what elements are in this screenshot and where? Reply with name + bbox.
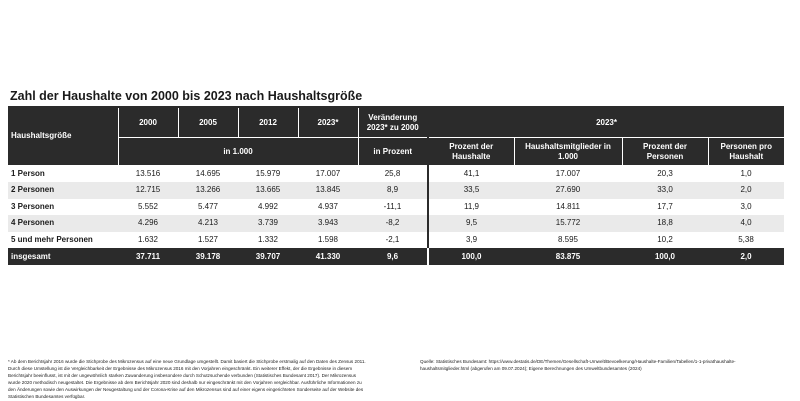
cell-2012: 13.665 <box>238 182 298 199</box>
header-year-2023: 2023* <box>298 107 358 138</box>
cell-2023: 17.007 <box>315 168 341 178</box>
cell-share-persons: 10,2 <box>657 234 673 244</box>
cell-change: -11,1 <box>358 199 428 216</box>
cell-2000: 4.296 <box>118 215 178 232</box>
cell-2000: 5.552 <box>137 201 159 211</box>
total-2005: 39.178 <box>178 248 238 265</box>
header-persons-per-household: Personen pro Haushalt <box>708 138 784 166</box>
table-figure <box>8 88 784 265</box>
cell-members: 27.690 <box>514 182 622 199</box>
header-change: Veränderung 2023* zu 2000 <box>358 107 428 138</box>
table-row <box>8 165 784 182</box>
cell-2000: 12.715 <box>118 182 178 199</box>
cell-change: 8,9 <box>358 182 428 199</box>
header-unit-percent: in Prozent <box>358 138 428 166</box>
header-group-2023: 2023* <box>428 107 784 138</box>
cell-members: 15.772 <box>514 215 622 232</box>
header-share-persons: Prozent der Personen <box>622 138 708 166</box>
cell-share-households: 33,5 <box>428 182 514 199</box>
cell-share-persons: 18,8 <box>622 215 708 232</box>
cell-change: 25,8 <box>358 165 428 182</box>
cell-members: 8.595 <box>557 234 579 244</box>
row-label: 1 Person <box>11 168 45 178</box>
total-2023: 41.330 <box>298 248 358 265</box>
total-share-persons: 100,0 <box>622 248 708 265</box>
header-share-households: Prozent der Haushalte <box>428 138 514 166</box>
cell-members: 14.811 <box>556 201 580 211</box>
cell-persons-per-household: 1,0 <box>740 168 752 178</box>
cell-members: 17.007 <box>555 168 581 178</box>
cell-2023: 4.937 <box>317 201 339 211</box>
cell-change: -8,2 <box>358 215 428 232</box>
table-row <box>8 182 784 199</box>
cell-2012: 4.992 <box>257 201 279 211</box>
header-household-size: Haushaltsgröße <box>8 107 118 165</box>
table-title: Zahl der Haushalte von 2000 bis 2023 nach Haushaltsgröße <box>10 89 363 103</box>
header-year-2005: 2005 <box>178 107 238 138</box>
cell-2005: 14.695 <box>195 168 221 178</box>
cell-persons-per-household: 3,0 <box>740 201 752 211</box>
cell-2000: 13.516 <box>135 168 161 178</box>
cell-2023: 13.845 <box>298 182 358 199</box>
cell-2023: 1.598 <box>317 234 339 244</box>
total-2012: 39.707 <box>238 248 298 265</box>
cell-2005: 4.213 <box>178 215 238 232</box>
total-change: 9,6 <box>358 248 428 265</box>
header-year-2000: 2000 <box>118 107 178 138</box>
row-label: 2 Personen <box>8 182 118 199</box>
cell-2012: 1.332 <box>257 234 279 244</box>
households-table <box>8 106 784 265</box>
row-label: 4 Personen <box>8 215 118 232</box>
table-row <box>8 215 784 232</box>
cell-share-persons: 33,0 <box>622 182 708 199</box>
cell-persons-per-household: 2,0 <box>708 182 784 199</box>
total-row <box>8 248 784 265</box>
total-label: insgesamt <box>8 248 118 265</box>
cell-share-households: 11,9 <box>464 201 479 211</box>
cell-persons-per-household: 4,0 <box>708 215 784 232</box>
cell-share-persons: 20,3 <box>657 168 673 178</box>
cell-2005: 13.266 <box>178 182 238 199</box>
table-row <box>8 199 784 216</box>
cell-2005: 1.527 <box>197 234 219 244</box>
row-label: 3 Personen <box>11 201 55 211</box>
table-row <box>8 232 784 249</box>
total-persons-per-household: 2,0 <box>708 248 784 265</box>
cell-2023: 3.943 <box>298 215 358 232</box>
cell-change: -2,1 <box>358 232 428 249</box>
cell-2012: 15.979 <box>255 168 281 178</box>
total-members: 83.875 <box>514 248 622 265</box>
header-year-2012: 2012 <box>238 107 298 138</box>
header-unit-thousand: in 1.000 <box>118 138 358 166</box>
cell-persons-per-household: 5,38 <box>738 234 754 244</box>
cell-share-households: 3,9 <box>465 234 478 244</box>
cell-share-households: 9,5 <box>428 215 514 232</box>
cell-2005: 5.477 <box>197 201 219 211</box>
total-2000: 37.711 <box>118 248 178 265</box>
cell-2000: 1.632 <box>137 234 159 244</box>
cell-share-persons: 17,7 <box>657 201 673 211</box>
header-members: Haushaltsmitglieder in 1.000 <box>514 138 622 166</box>
total-share-households: 100,0 <box>428 248 514 265</box>
row-label: 5 und mehr Personen <box>11 234 93 244</box>
source-note: Quelle: Statistisches Bundesamt: https://www.destatis.de/DE/Themen/Gesellschaft-Umwelt/Bevoelkerung/Haushalte-Familien/Tabellen/1-1-privathaushalte-haushaltsmitglieder.html (abgerufen am 09.07.2024); Eigene Berechnungen des Umweltbundesamtes (2024) <box>420 359 736 372</box>
footnote: * Ab dem Berichtsjahr 2016 wurde die Stichprobe des Mikrozensus auf eine neue Grundlage umgestellt. Damit basiert die Stichprobe erstmalig auf den Daten des Zensus 2011. Durch diese Umstellung ist die Vergleichbarkeit der Ergebnisse des Mikrozensus 2016 mit den Vorjahren eingeschränkt. Ein weiterer Effekt, der die Ergebnisse in diesem Berichtsjahr beeinflusst, ist mit der ungewöhnlich starken Zuwanderung insbesondere durch Schutzsuchende verbunden (Statistisches Bundesamt 2017). Der Mikrozensus wurde 2020 methodisch neugestaltet. Die Ergebnisse ab dem Berichtsjahr 2020 sind deshalb nur eingeschränkt mit den Vorjahren vergleichbar. Ausführliche Informationen zu den Änderungen sowie den Auswirkungen der Neugestaltung und der Corona-Krise auf den Mikrozensus sind auf einer eigens eingerichteten Sonderseite auf der Website des Statistischen Bundesamtes verfügbar. <box>8 359 366 400</box>
cell-2012: 3.739 <box>238 215 298 232</box>
cell-share-households: 41,1 <box>463 168 480 178</box>
